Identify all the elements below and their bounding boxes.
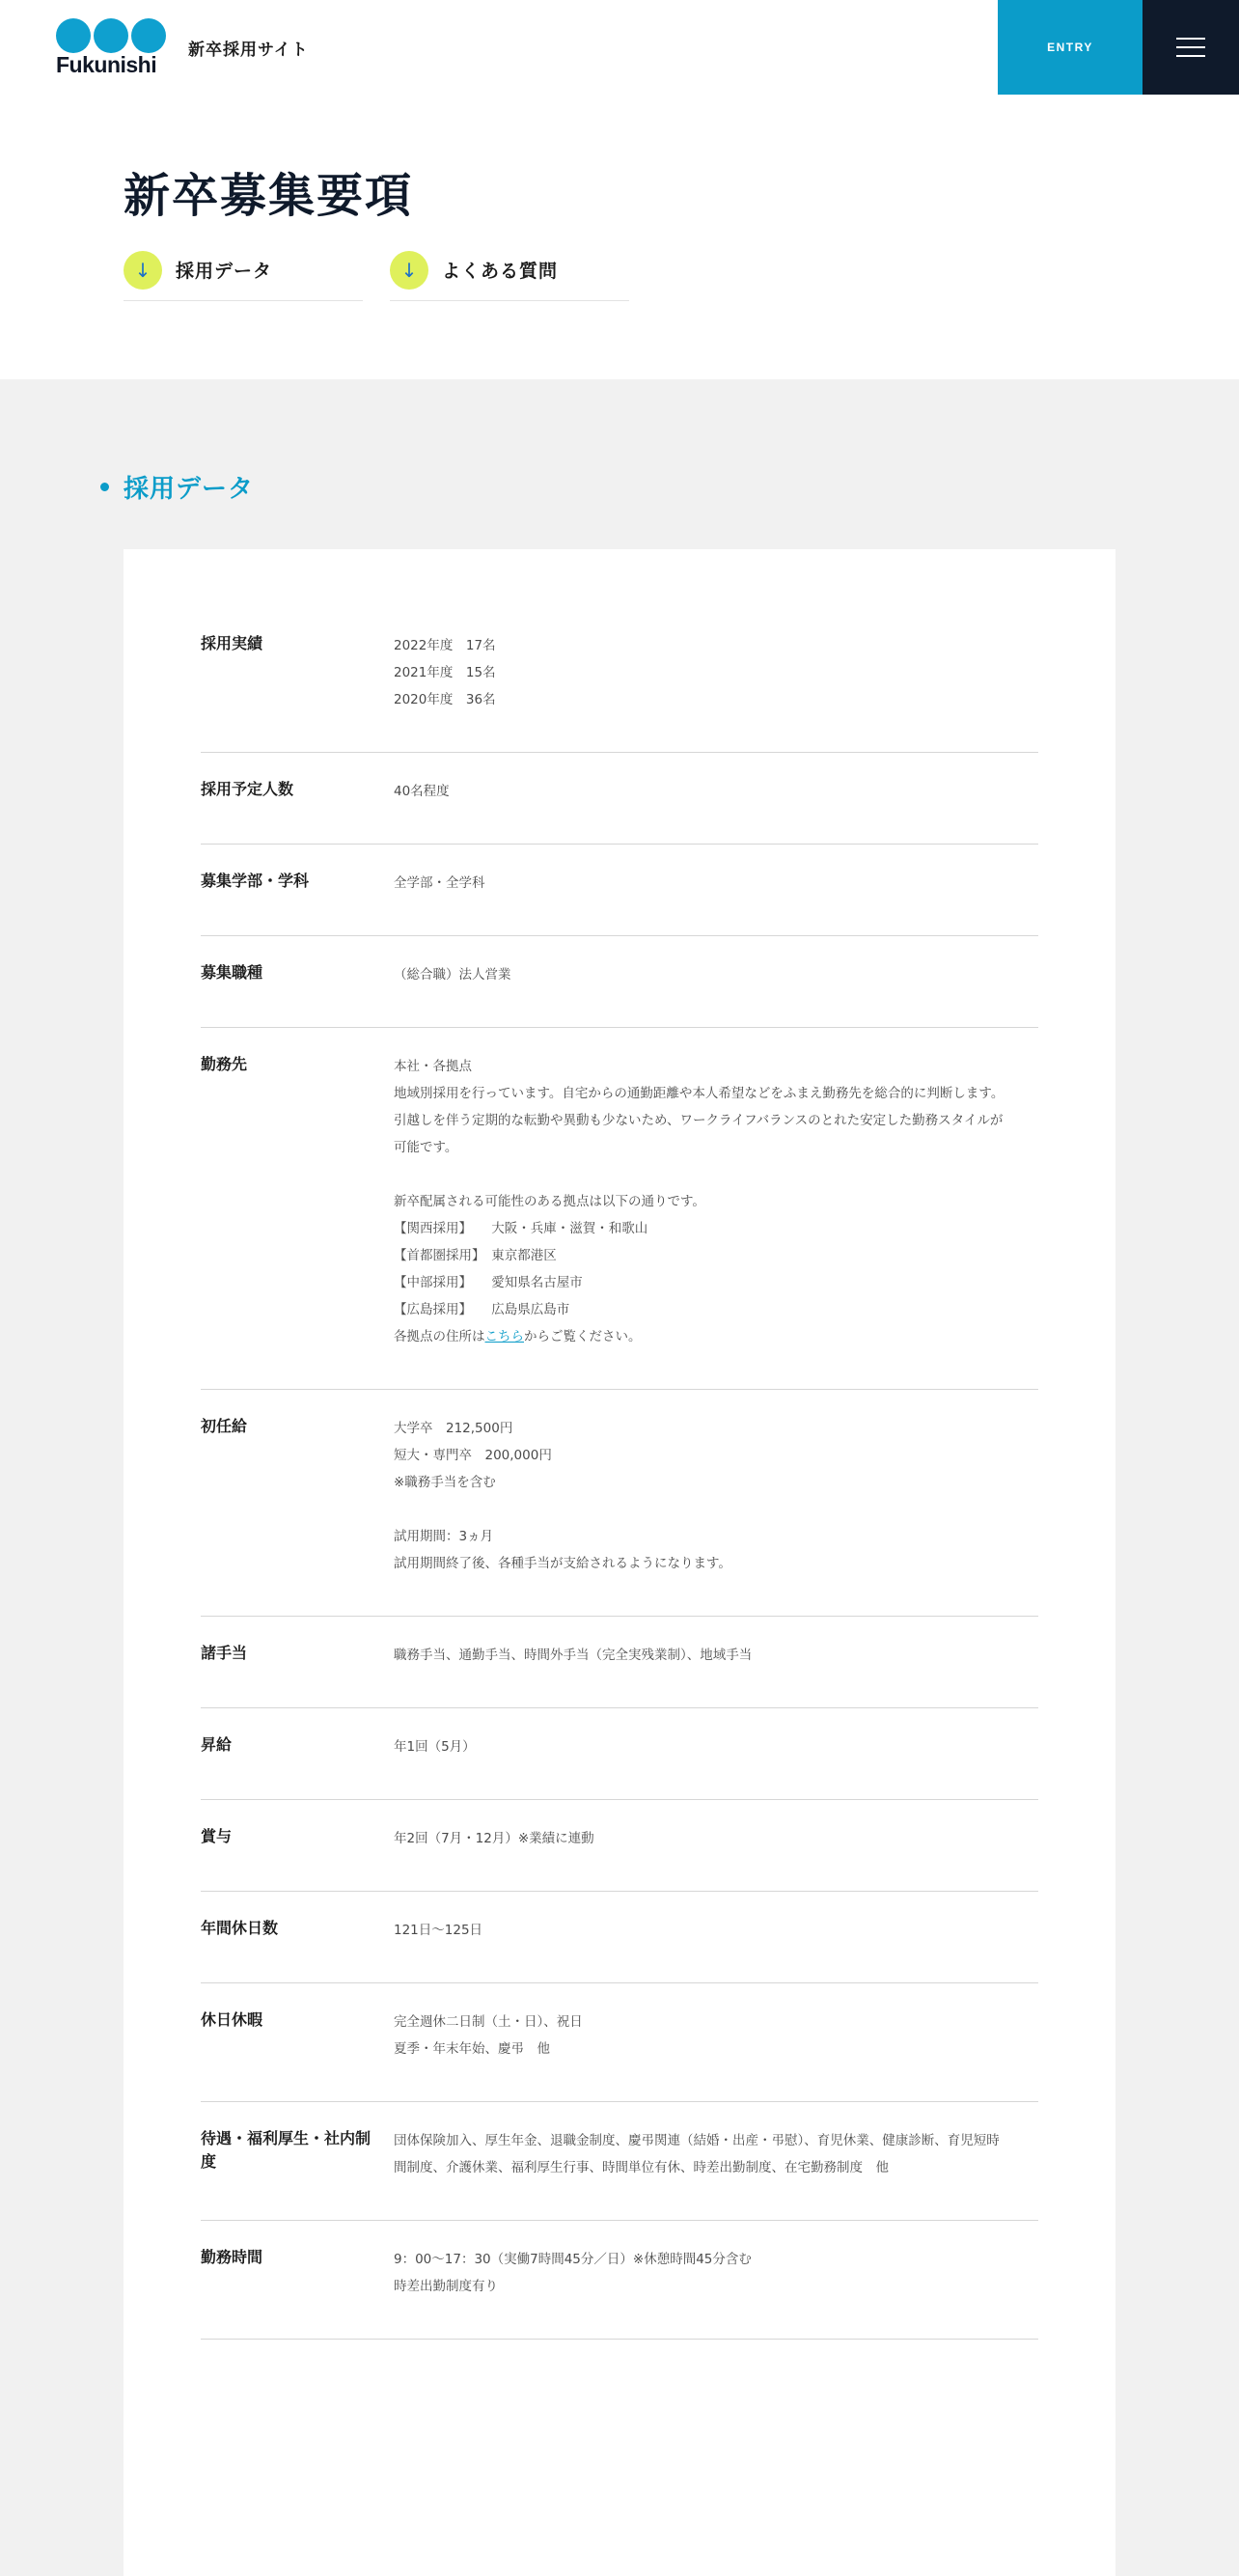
site-header (0, 0, 1239, 95)
hamburger-menu-icon[interactable] (1143, 0, 1239, 95)
data-row-line (394, 1161, 1038, 1188)
recruitment-data-list (201, 607, 1038, 2340)
data-row (201, 1983, 1038, 2102)
data-row (201, 1390, 1038, 1617)
data-row-line: 試用期間終了後、各種手当が支給されるようになります。 (394, 1556, 731, 1571)
data-row-term: 採用実績 (201, 634, 263, 652)
data-row-term: 待遇・福利厚生・社内制度 (201, 2129, 372, 2171)
data-row-line: 【中部採用】 愛知県名古屋市 (394, 1275, 583, 1290)
data-row (201, 936, 1038, 1028)
anchor-link-label: 採用データ (176, 261, 273, 282)
data-row-line: 【広島採用】 広島県広島市 (394, 1302, 570, 1317)
section-heading-text: 採用データ (124, 475, 255, 504)
data-row-value (394, 1642, 1038, 1669)
anchor-link-recruitment-data[interactable] (124, 249, 363, 301)
data-row-value (394, 1917, 1038, 1944)
data-row-value (394, 2127, 1038, 2181)
recruitment-data-card (124, 549, 1115, 2576)
data-row-line: 時差出勤制度有り (394, 2279, 498, 2294)
office-address-link[interactable]: こちら (484, 1329, 524, 1344)
data-row-line: 間制度、介護休業、福利厚生行事、時間単位有休、時差出勤制度、在宅勤務制度 他 (394, 2160, 889, 2175)
data-row-term: 募集職種 (201, 963, 263, 982)
data-row-line: 2021年度 15名 (394, 665, 496, 680)
data-row-term: 休日休暇 (201, 2010, 263, 2029)
data-row (201, 845, 1038, 936)
data-row-term: 募集学部・学科 (201, 872, 310, 890)
data-row-line: 【関西採用】 大阪・兵庫・滋賀・和歌山 (394, 1221, 648, 1236)
data-row (201, 1708, 1038, 1800)
data-row-value (394, 2008, 1038, 2063)
data-row-line (394, 1496, 1038, 1523)
data-row-line: 121日～125日 (394, 1923, 483, 1938)
data-row-line: 夏季・年末年始、慶弔 他 (394, 2041, 550, 2057)
data-row-line: ※職務手当を含む (394, 1475, 496, 1490)
data-row-line: 年1回（5月） (394, 1739, 476, 1755)
data-row-term: 初任給 (201, 1417, 248, 1435)
logo-wordmark: Fukunishi (56, 52, 157, 77)
data-row-line: 短大・専門卒 200,000円 (394, 1448, 552, 1463)
data-row-term: 年間休日数 (201, 1919, 279, 1937)
data-row-line: （総合職）法人営業 (394, 967, 511, 983)
data-row-line: 2020年度 36名 (394, 692, 496, 707)
data-row-line: 40名程度 (394, 784, 450, 799)
data-row (201, 1800, 1038, 1892)
data-row-term: 採用予定人数 (201, 780, 294, 798)
data-row (201, 753, 1038, 845)
data-row-term: 昇給 (201, 1735, 233, 1754)
arrow-down-icon: ↓ (390, 251, 428, 290)
data-row-value (394, 1415, 1038, 1577)
page-title: 新卒募集要項 (124, 169, 414, 223)
data-row-line: 職務手当、通勤手当、時間外手当（完全実残業制）、地域手当 (394, 1648, 753, 1663)
company-logo[interactable] (56, 18, 166, 76)
site-name: 新卒採用サイト (188, 41, 309, 60)
data-row-line: 全学部・全学科 (394, 875, 485, 891)
logo-mark-icon (56, 18, 166, 53)
data-row-line: 年2回（7月・12月）※業績に連動 (394, 1831, 594, 1846)
anchor-link-faq[interactable] (390, 249, 629, 301)
arrow-down-icon: ↓ (124, 251, 162, 290)
data-row (201, 2221, 1038, 2340)
data-row-term: 諸手当 (201, 1644, 248, 1662)
data-row (201, 1028, 1038, 1390)
data-row (201, 2102, 1038, 2221)
data-row-line: 地域別採用を行っています。自宅からの通勤距離や本人希望などをふまえ勤務先を総合的に判断します。 (394, 1086, 1005, 1101)
data-row-value (394, 2246, 1038, 2300)
data-row-line: 完全週休二日制（土・日）、祝日 (394, 2014, 583, 2030)
data-row-value (394, 1733, 1038, 1760)
data-row-value (394, 1053, 1038, 1350)
data-row-term: 勤務時間 (201, 2248, 263, 2266)
data-row-line: 【首都圏採用】 東京都港区 (394, 1248, 557, 1263)
data-row (201, 1892, 1038, 1983)
data-row-line: 本社・各拠点 (394, 1059, 472, 1074)
data-row-value (394, 1825, 1038, 1852)
link-suffix-text: からご覧ください。 (524, 1329, 642, 1344)
link-prefix-text: 各拠点の住所は (394, 1329, 485, 1344)
section-heading (100, 469, 254, 505)
bullet-dot-icon (100, 483, 109, 491)
data-row-line: 引越しを伴う定期的な転勤や異動も少ないため、ワークライフバランスのとれた安定した勤務スタイルが (394, 1113, 1004, 1128)
data-row-term: 勤務先 (201, 1055, 248, 1073)
entry-button[interactable]: ENTRY (998, 0, 1143, 95)
anchor-link-label: よくある質問 (442, 261, 559, 282)
data-row-line: 団体保険加入、厚生年金、退職金制度、慶弔関連（結婚・出産・弔慰）、育児休業、健康診断、育児短時 (394, 2133, 1000, 2148)
data-row-line (394, 1323, 1038, 1350)
data-row-line: 試用期間：3ヵ月 (394, 1529, 494, 1544)
data-row (201, 1617, 1038, 1708)
data-row-line: 2022年度 17名 (394, 638, 496, 653)
data-row-value (394, 870, 1038, 897)
data-row-value (394, 632, 1038, 713)
data-row-line: 9：00～17：30（実働7時間45分／日）※休憩時間45分含む (394, 2252, 752, 2267)
data-row (201, 607, 1038, 753)
data-row-line: 大学卒 212,500円 (394, 1421, 513, 1436)
data-row-value (394, 961, 1038, 988)
page-intro (0, 95, 1239, 379)
data-row-line: 可能です。 (394, 1140, 458, 1155)
data-row-line: 新卒配属される可能性のある拠点は以下の通りです。 (394, 1194, 705, 1209)
data-row-term: 賞与 (201, 1827, 233, 1845)
data-row-value (394, 778, 1038, 805)
